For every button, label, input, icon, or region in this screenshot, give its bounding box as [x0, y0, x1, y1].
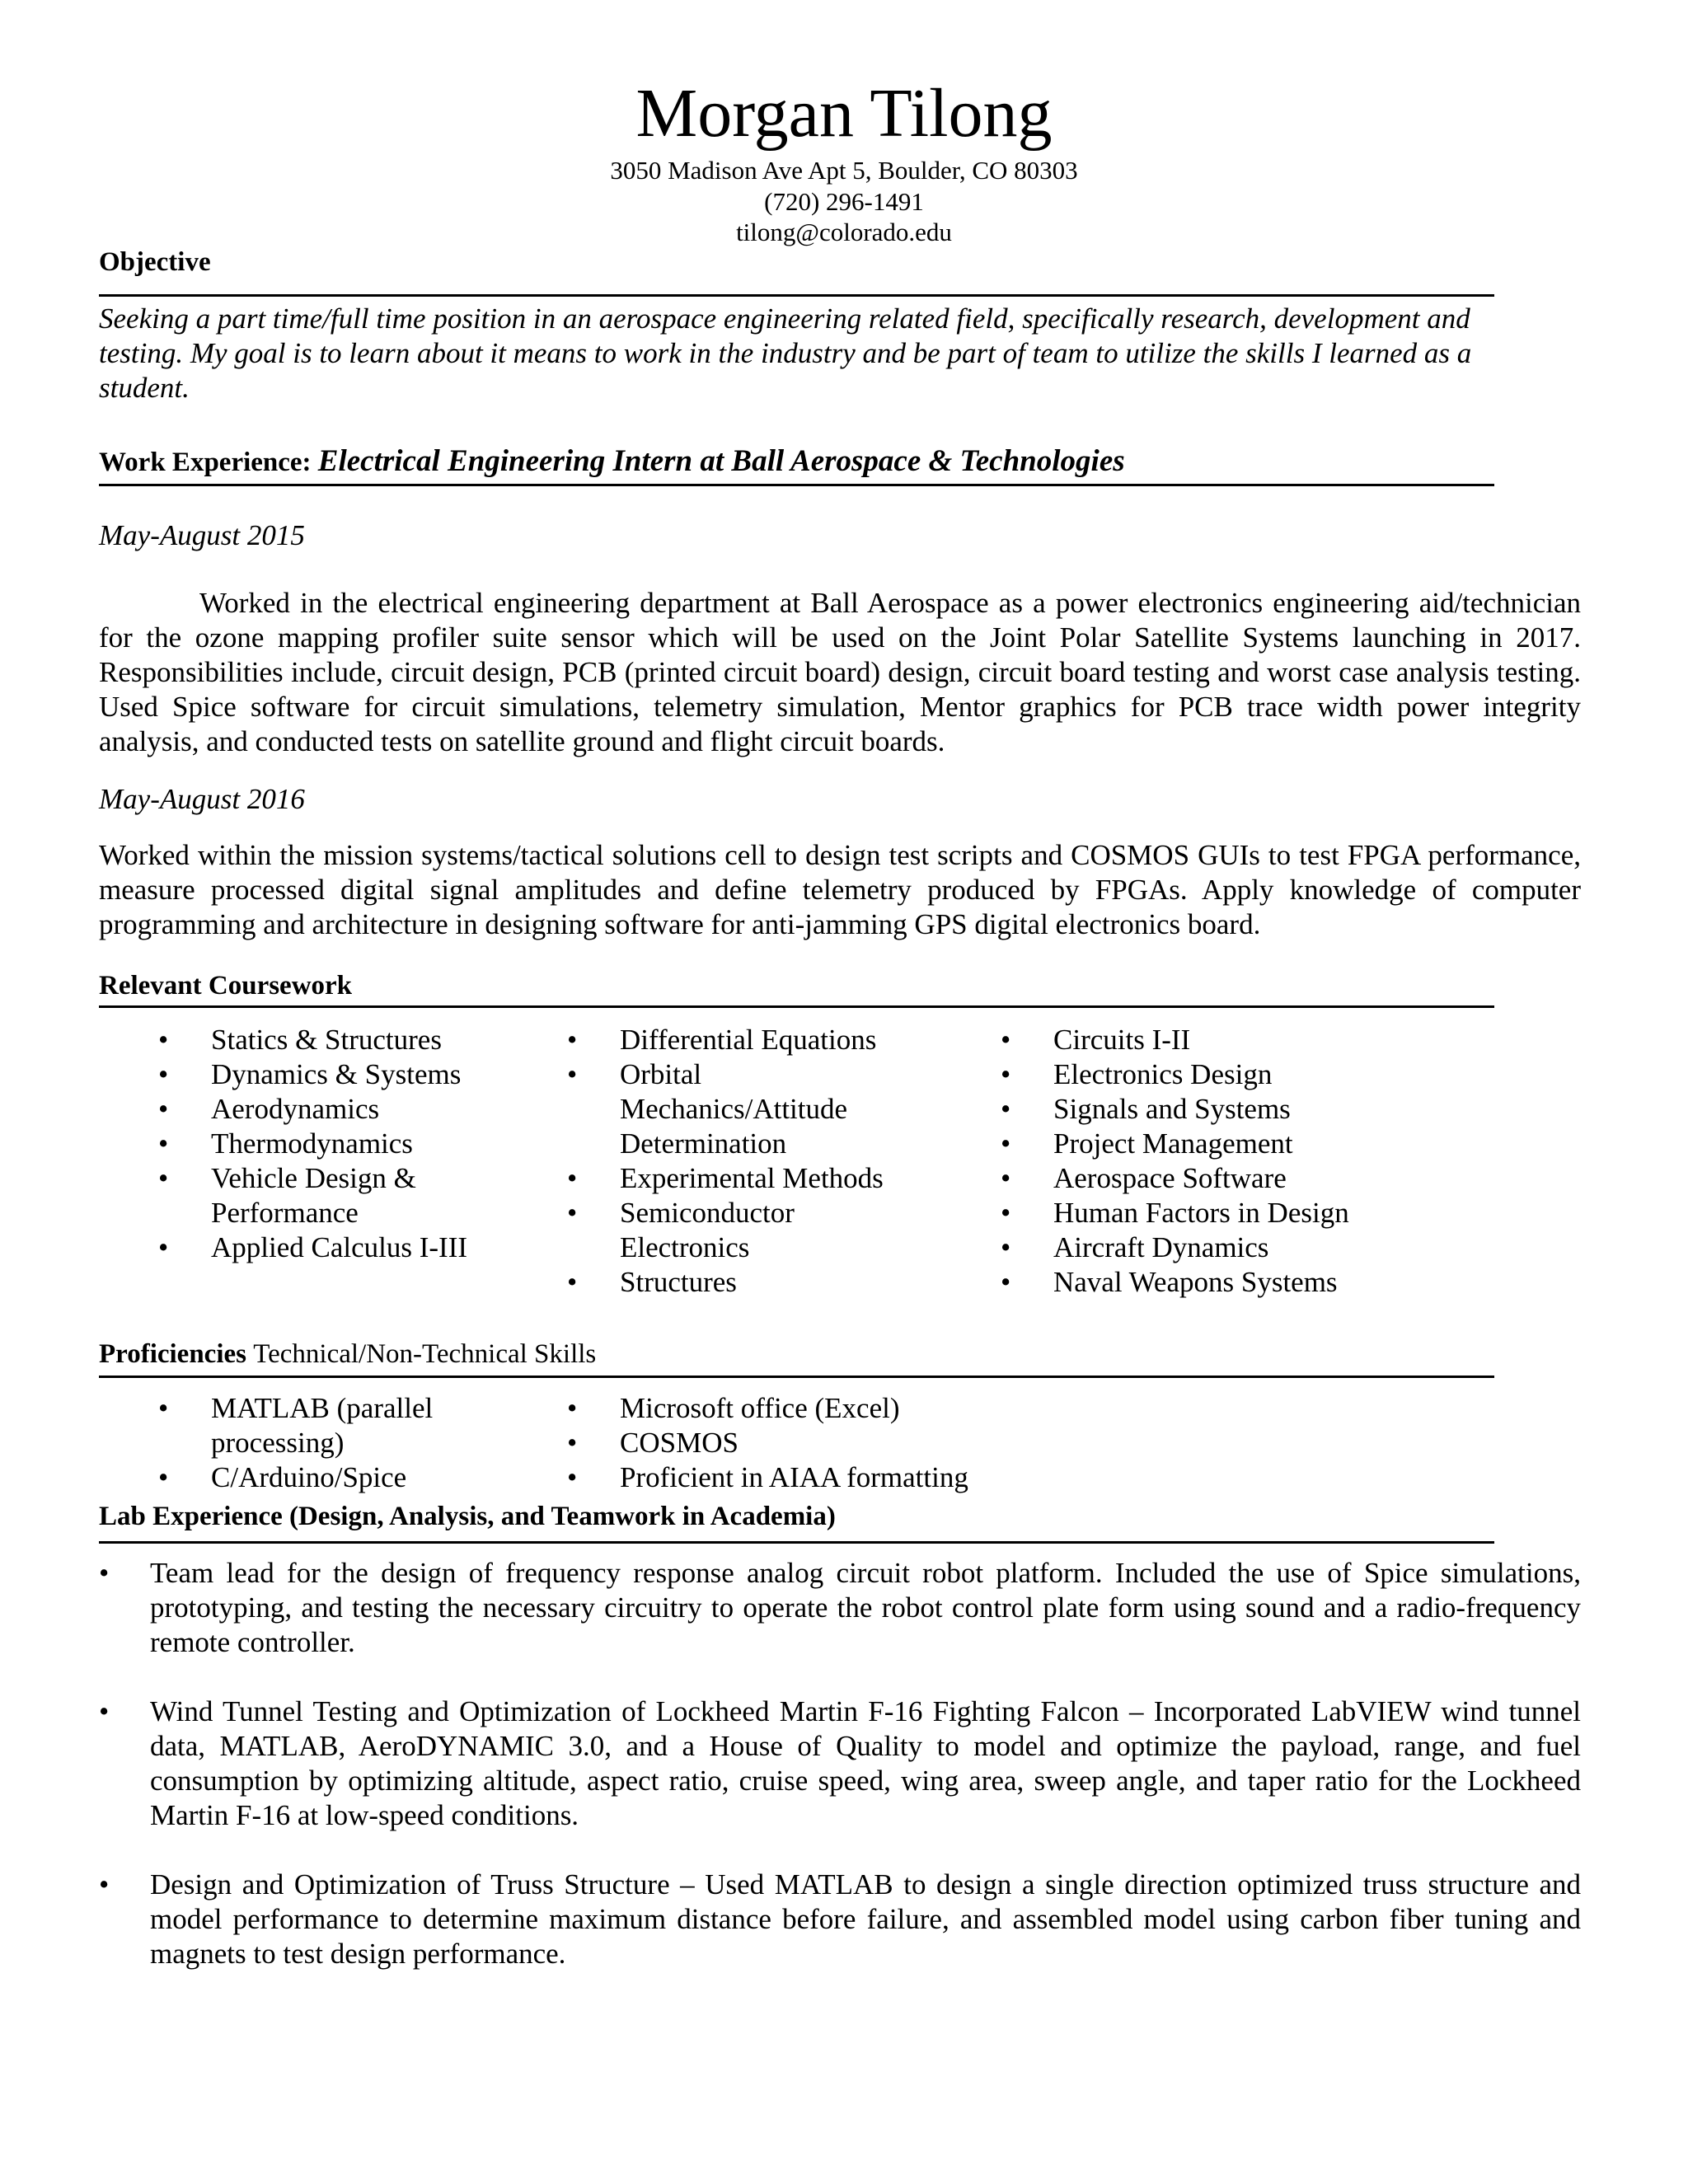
- list-item: • Circuits I-II: [1001, 1024, 1191, 1056]
- lab-list: [99, 1556, 1581, 1971]
- work-text-1: Worked in the electrical engineering department at Ball Aerospace as a power electronics engineering aid/technician for the ozone mapping profiler suite sensor which will be used on the Joint Polar Satellite Systems launching in 2017. Responsibilities include, circuit design, PCB (printed circuit board) design, circuit board testing and worst case analysis testing. Used Spice software for circuit simulations, telemetry simulation, Mentor graphics for PCB trace width power integrity analysis, and conducted tests on satellite ground and flight circuit boards.: [99, 587, 1581, 757]
- email: tilong@colorado.edu: [736, 218, 952, 246]
- objective-text: Seeking a part time/full time position in an aerospace engineering related field, specifically research, development and testing. My goal is to learn about it means to work in the industry and be part of team to utilize the skills I learned as a student.: [99, 302, 1472, 404]
- list-item: • Design and Optimization of Truss Structure – Used MATLAB to design a single direction optimized truss structure and model performance to determine maximum distance before failure, and assembled model using carbon fiber tuning and magnets to test design performance.: [99, 1868, 1581, 1970]
- coursework-col-3: [941, 1023, 1469, 1300]
- proficiencies-col-2: [508, 1391, 1085, 1495]
- work-date-1: May-August 2015: [99, 519, 305, 551]
- phone: (720) 296-1491: [764, 186, 924, 216]
- proficiencies-label: Proficiencies: [99, 1339, 246, 1369]
- list-item: • Aerospace Software: [1001, 1162, 1287, 1194]
- list-item: • Team lead for the design of frequency response analog circuit robot platform. Included the use of Spice simulations, prototyping, and testing the necessary circuitry to operate the robot control plate form using sound and a radio-frequency remote controller.: [99, 1557, 1581, 1658]
- coursework-heading: Relevant Coursework: [99, 971, 353, 1001]
- list-item: • Thermodynamics: [158, 1127, 413, 1160]
- proficiencies-subheading: Technical/Non-Technical Skills: [253, 1339, 597, 1369]
- list-item: • Statics & Structures: [158, 1024, 442, 1056]
- list-item: • COSMOS: [567, 1427, 738, 1459]
- list-item: • Differential Equations: [567, 1024, 877, 1056]
- list-item: • Structures: [567, 1266, 737, 1298]
- list-item: • Human Factors in Design: [1001, 1197, 1349, 1229]
- list-item: • Wind Tunnel Testing and Optimization of Lockheed Martin F-16 Fighting Falcon – Incorporated LabVIEW wind tunnel data, MATLAB, AeroDYNAMIC 3.0, and a House of Quality to model and optimize the payload, range, and fuel consumption by optimizing altitude, aspect ratio, cruise speed, wing area, sweep angle, and taper ratio for the Lockheed Martin F-16 at low-speed conditions.: [99, 1695, 1581, 1831]
- lab-rule: [99, 1541, 1494, 1544]
- resume-header: [0, 73, 1688, 248]
- objective-heading: Objective: [99, 247, 211, 277]
- list-item: • Naval Weapons Systems: [1001, 1266, 1338, 1298]
- address: 3050 Madison Ave Apt 5, Boulder, CO 80303: [610, 156, 1078, 185]
- objective-rule: [99, 294, 1494, 297]
- coursework-col-2: [508, 1023, 895, 1300]
- coursework-col-1: [99, 1023, 544, 1265]
- work-role: Electrical Engineering Intern at Ball Aerospace & Technologies: [317, 444, 1125, 478]
- list-item: • Aircraft Dynamics: [1001, 1231, 1269, 1263]
- work-date-2: May-August 2016: [99, 783, 305, 815]
- list-item: • Orbital Mechanics/Attitude Determination: [567, 1058, 848, 1160]
- list-item: • Experimental Methods: [567, 1162, 884, 1194]
- list-item: • Signals and Systems: [1001, 1093, 1291, 1125]
- coursework-rule: [99, 1005, 1494, 1008]
- list-item: • Aerodynamics: [158, 1093, 380, 1125]
- work-heading-label: Work Experience:: [99, 448, 312, 477]
- list-item: • C/Arduino/Spice: [158, 1461, 407, 1493]
- candidate-name: Morgan Tilong: [635, 75, 1053, 152]
- list-item: • MATLAB (parallel processing): [158, 1392, 434, 1459]
- work-text-2: Worked within the mission systems/tactical solutions cell to design test scripts and COSMOS GUIs to test FPGA performance, measure processed digital signal amplitudes and define telemetry produced by FPGAs. Apply knowledge of computer programming and architecture in designing software for anti-jamming GPS digital electronics board.: [99, 839, 1581, 940]
- work-rule: [99, 484, 1494, 486]
- list-item: • Applied Calculus I-III: [158, 1231, 468, 1263]
- list-item: • Vehicle Design & Performance: [158, 1162, 416, 1229]
- list-item: • Proficient in AIAA formatting: [567, 1461, 968, 1493]
- proficiencies-heading: [99, 1336, 1582, 1372]
- list-item: • Electronics Design: [1001, 1058, 1273, 1090]
- proficiencies-col-1: [99, 1391, 511, 1495]
- list-item: • Dynamics & Systems: [158, 1058, 462, 1090]
- list-item: • Semiconductor Electronics: [567, 1197, 795, 1263]
- list-item: • Project Management: [1001, 1127, 1293, 1160]
- proficiencies-rule: [99, 1376, 1494, 1378]
- work-heading: [99, 443, 1582, 480]
- lab-heading: Lab Experience (Design, Analysis, and Teamwork in Academia): [99, 1502, 836, 1531]
- list-item: • Microsoft office (Excel): [567, 1392, 900, 1424]
- lab-list-wrapper: [99, 1556, 1581, 2006]
